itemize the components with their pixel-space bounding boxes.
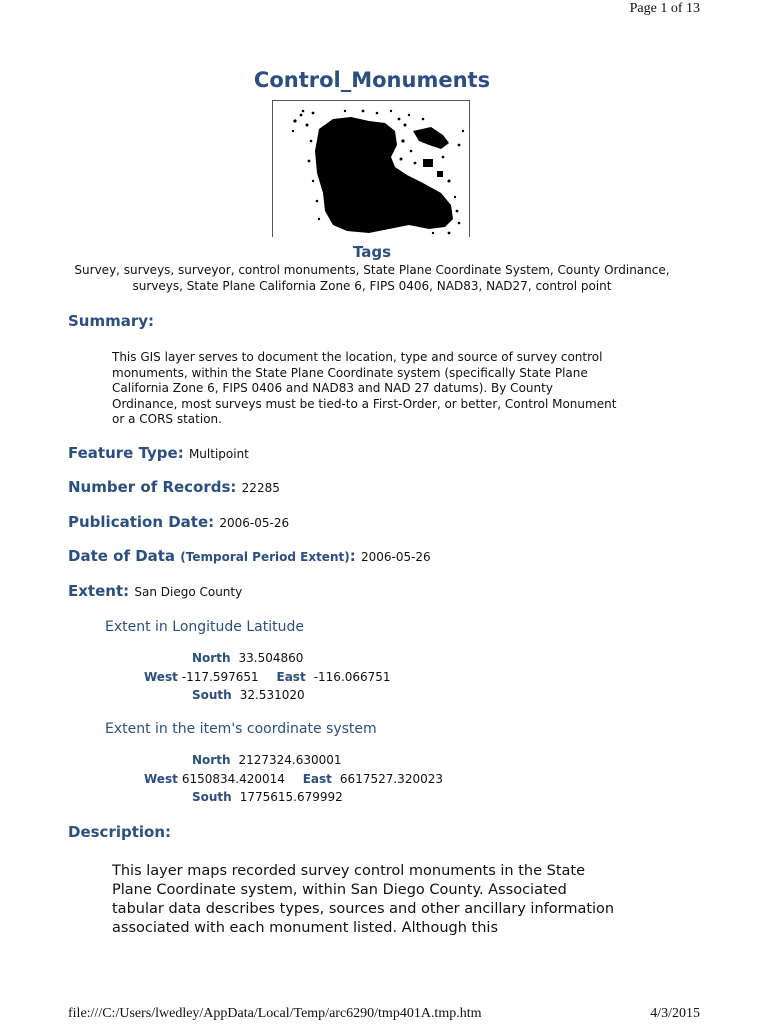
tags-heading: Tags	[352, 243, 392, 261]
lonlat-west-value: -117.597651	[181, 670, 259, 684]
tags-line-2: surveys, State Plane California Zone 6, FIPS 0406, NAD83, NAD27, control point	[132, 279, 612, 293]
page-title: Control_Monuments	[253, 68, 491, 92]
publication-date-row	[68, 513, 289, 531]
item-north	[192, 753, 342, 767]
extent-value: San Diego County	[134, 585, 243, 599]
lonlat-extent-heading: Extent in Longitude Latitude	[105, 619, 304, 635]
date-of-data-colon: :	[349, 547, 356, 565]
lonlat-west-label: West	[144, 670, 178, 684]
thumbnail-image	[272, 100, 470, 237]
publication-date-label: Publication Date:	[68, 513, 215, 531]
publication-date-value: 2006-05-26	[219, 516, 290, 530]
feature-type-row	[68, 444, 249, 462]
feature-type-value: Multipoint	[188, 447, 249, 461]
lonlat-east-value: -116.066751	[313, 670, 391, 684]
item-south	[192, 790, 343, 804]
item-south-label: South	[192, 790, 232, 804]
tags-line-1: Survey, surveys, surveyor, control monuments, State Plane Coordinate System, County Ordinance,	[74, 263, 670, 277]
item-west-east	[144, 772, 443, 786]
item-east-label: East	[302, 772, 332, 786]
summary-text: This GIS layer serves to document the location, type and source of survey control monuments, within the State Plane Coordinate system (specifically State Plane California Zone 6, FIPS 0406 and NAD83 and NAD 27 datums). By County Ordinance, most surveys must be tied-to a First-Order, or better, Control Monument or a CORS station.	[112, 350, 617, 426]
summary-heading: Summary:	[68, 312, 155, 330]
records-value: 22285	[241, 481, 280, 495]
lonlat-south-value: 32.531020	[239, 688, 305, 702]
item-south-value: 1775615.679992	[239, 790, 343, 804]
feature-type-label: Feature Type:	[68, 444, 184, 462]
lonlat-west-east	[144, 670, 391, 684]
temporal-extent-qualifier: (Temporal Period Extent)	[180, 550, 350, 564]
date-of-data-value: 2006-05-26	[360, 550, 431, 564]
records-label: Number of Records:	[68, 478, 237, 496]
item-extent-heading: Extent in the item's coordinate system	[105, 721, 377, 737]
page-number: Page 1 of 13	[629, 1, 700, 16]
tags-list	[60, 262, 684, 294]
lonlat-north-label: North	[192, 651, 231, 665]
lonlat-south-label: South	[192, 688, 232, 702]
item-east-value: 6617527.320023	[339, 772, 443, 786]
date-of-data-row	[68, 547, 431, 565]
lonlat-north	[192, 651, 303, 665]
date-of-data-label: Date of Data	[68, 547, 176, 565]
footer-file-path: file:///C:/Users/lwedley/AppData/Local/Temp/arc6290/tmp401A.tmp.htm	[68, 1006, 482, 1021]
lonlat-east-label: East	[276, 670, 306, 684]
item-west-label: West	[144, 772, 178, 786]
lonlat-south	[192, 688, 305, 702]
footer-date: 4/3/2015	[650, 1006, 700, 1021]
extent-row	[68, 582, 242, 600]
item-west-value: 6150834.420014	[181, 772, 285, 786]
item-north-value: 2127324.630001	[238, 753, 342, 767]
item-north-label: North	[192, 753, 231, 767]
san-diego-county-map-thumbnail-icon	[273, 101, 470, 237]
extent-label: Extent:	[68, 582, 130, 600]
lonlat-north-value: 33.504860	[238, 651, 304, 665]
description-heading: Description:	[68, 823, 172, 841]
description-text: This layer maps recorded survey control monuments in the State Plane Coordinate system, within San Diego County. Associated tabular data describes types, sources and other ancillary information associated with each monument listed. Although this	[112, 863, 615, 936]
records-row	[68, 478, 280, 496]
